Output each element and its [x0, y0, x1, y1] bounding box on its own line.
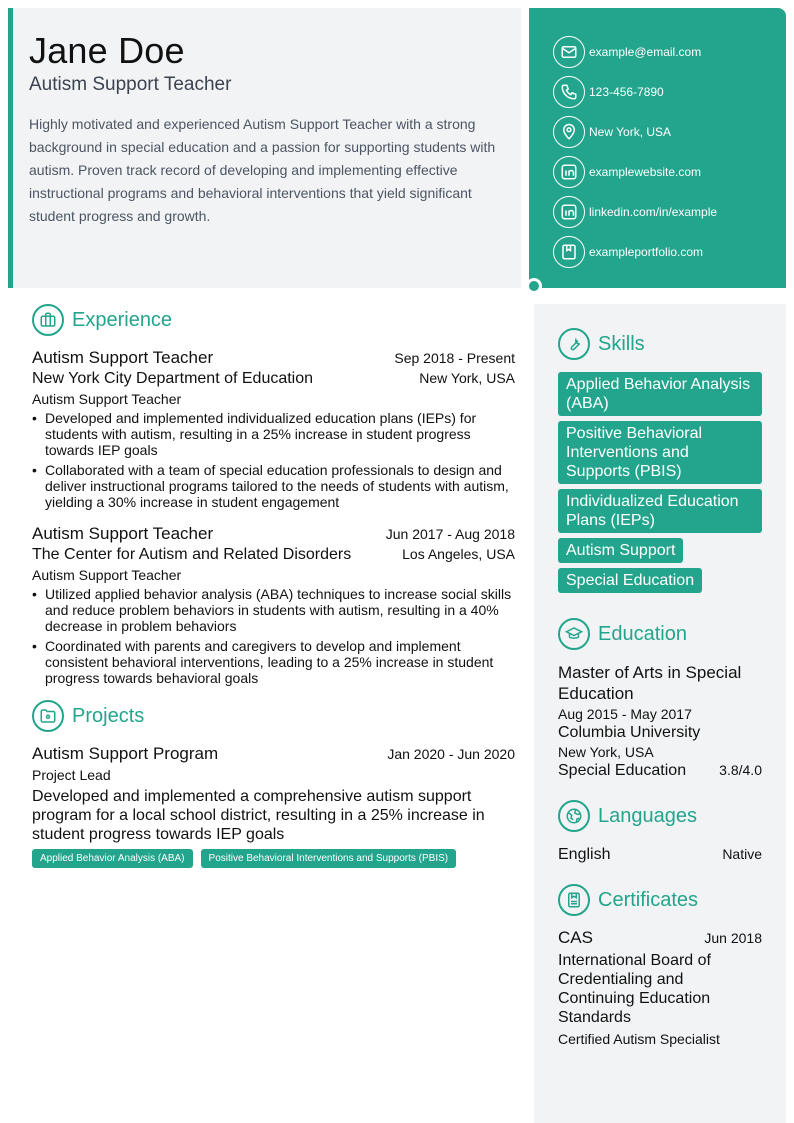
certificate-title: Certified Autism Specialist: [558, 1031, 720, 1047]
section-title: Certificates: [598, 888, 699, 911]
email-text: example@email.com: [589, 45, 702, 59]
linkedin-icon: [553, 196, 585, 228]
candidate-name: Jane Doe: [29, 30, 185, 71]
map-pin-icon: [553, 116, 585, 148]
skill-badge: Special Education: [558, 568, 702, 593]
project-date: Jan 2020 - Jun 2020: [387, 746, 515, 762]
job-entry: [32, 348, 515, 510]
experience-heading: [32, 304, 515, 336]
portfolio-text: exampleportfolio.com: [589, 245, 704, 259]
location-text: New York, USA: [589, 125, 672, 139]
job-role: Autism Support Teacher: [32, 391, 182, 407]
project-description: Developed and implemented a comprehensive autism support program for a local school district, resulting in a 25% increase in student progress towards IEP goals: [32, 788, 485, 843]
projects-heading: [32, 700, 515, 732]
job-date: Sep 2018 - Present: [394, 350, 515, 366]
project-title: Autism Support Program: [32, 744, 219, 763]
education-school: Columbia University: [558, 724, 701, 741]
contact-location: [553, 112, 717, 152]
job-location: Los Angeles, USA: [402, 546, 515, 562]
portfolio-icon: [553, 236, 585, 268]
skill-badge: Applied Behavior Analysis (ABA): [558, 372, 762, 416]
certificates-heading: [558, 884, 762, 916]
language-row: [558, 844, 762, 864]
section-title: Languages: [598, 804, 697, 827]
education-gpa: 3.8/4.0: [719, 762, 762, 778]
education-date: Aug 2015 - May 2017: [558, 706, 692, 722]
folder-icon: [32, 700, 64, 732]
contact-phone[interactable]: [553, 72, 717, 112]
education-heading: [558, 618, 762, 650]
job-title: Autism Support Teacher: [32, 524, 214, 543]
project-tag: Applied Behavior Analysis (ABA): [32, 849, 193, 868]
connector-dot: [526, 278, 542, 294]
job-title: Autism Support Teacher: [32, 348, 214, 367]
skills-heading: [558, 328, 762, 360]
education-location: New York, USA: [558, 744, 654, 760]
language-level: Native: [722, 846, 762, 862]
project-entry: [32, 744, 515, 868]
website-text: examplewebsite.com: [589, 165, 702, 179]
linkedin-icon: [553, 156, 585, 188]
linkedin-text: linkedin.com/in/example: [589, 205, 718, 219]
section-title: Projects: [72, 704, 145, 727]
job-organization: The Center for Autism and Related Disorders: [32, 546, 352, 563]
phone-text: 123-456-7890: [589, 85, 664, 99]
phone-icon: [553, 76, 585, 108]
sidebar: [534, 304, 786, 1123]
job-bullet: • Collaborated with a team of special education professionals to design and deliver instructional programs tailored to the needs of students with autism, yielding a 30% increase in student engagement: [32, 462, 515, 510]
header-panel: [8, 8, 521, 288]
certificate-issuer: International Board of Credentialing and Continuing Education Standards: [558, 952, 711, 1026]
project-tag: Positive Behavioral Interventions and Supports (PBIS): [201, 849, 457, 868]
graduation-cap-icon: [558, 618, 590, 650]
education-degree: Master of Arts in Special Education: [558, 663, 742, 703]
job-entry: [32, 524, 515, 686]
skill-badge: Individualized Education Plans (IEPs): [558, 489, 762, 533]
job-bullet: • Coordinated with parents and caregivers to develop and implement consistent behavioral interventions, leading to a 25% increase in student progress towards behavioral goals: [32, 638, 515, 686]
job-bullet: • Developed and implemented individualized education plans (IEPs) for students with autism, resulting in a 25% increase in student progress towards IEP goals: [32, 410, 515, 458]
contact-portfolio[interactable]: [553, 232, 717, 272]
skill-badge: Positive Behavioral Interventions and Supports (PBIS): [558, 421, 762, 484]
main-column: [32, 304, 515, 882]
contact-panel: [529, 8, 786, 288]
job-bullet: • Utilized applied behavior analysis (ABA) techniques to increase social skills and reduce problem behaviors in students with autism, resulting in a 40% decrease in problem behaviors: [32, 586, 515, 634]
section-title: Skills: [598, 332, 645, 355]
candidate-title: Autism Support Teacher: [29, 74, 232, 95]
job-date: Jun 2017 - Aug 2018: [385, 526, 515, 542]
certificate-date: Jun 2018: [704, 930, 762, 946]
contact-linkedin[interactable]: [553, 192, 717, 232]
briefcase-icon: [32, 304, 64, 336]
certificate-icon: [558, 884, 590, 916]
skill-badge: Autism Support: [558, 538, 683, 563]
section-title: Experience: [72, 308, 173, 331]
language-name: English: [558, 846, 611, 863]
contact-email[interactable]: [553, 32, 717, 72]
job-organization: New York City Department of Education: [32, 370, 314, 387]
contact-website[interactable]: [553, 152, 717, 192]
globe-icon: [558, 800, 590, 832]
summary: Highly motivated and experienced Autism Support Teacher with a strong background in special education and a passion for supporting students with autism. Proven track record of developing and implementing effective instructional programs and behavioral interventions that yield significant student progress and growth.: [29, 116, 496, 224]
certificate-name: CAS: [558, 928, 593, 947]
job-role: Autism Support Teacher: [32, 567, 182, 583]
project-role: Project Lead: [32, 767, 111, 783]
wrench-icon: [558, 328, 590, 360]
job-location: New York, USA: [419, 370, 515, 386]
education-field: Special Education: [558, 762, 687, 779]
languages-heading: [558, 800, 762, 832]
mail-icon: [553, 36, 585, 68]
section-title: Education: [598, 622, 687, 645]
